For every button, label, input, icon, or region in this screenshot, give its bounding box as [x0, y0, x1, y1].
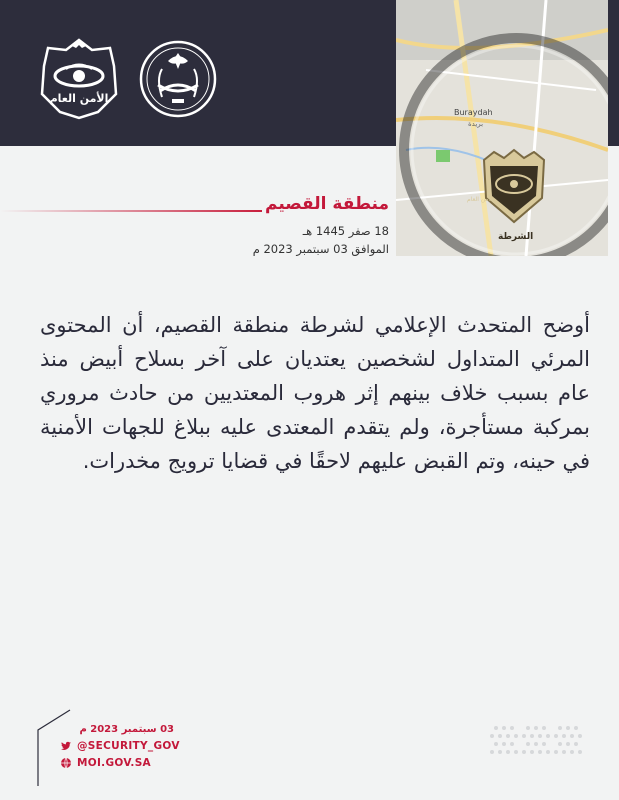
map-photo	[396, 0, 608, 256]
ministry-emblem-icon	[138, 39, 218, 119]
globe-icon	[60, 757, 72, 769]
public-security-logo-icon	[36, 36, 122, 122]
badge-text: الأمن العام	[49, 92, 109, 105]
map-city-label-arabic: بريدة	[468, 120, 484, 128]
twitter-handle[interactable]: @SECURITY_GOV	[77, 740, 180, 752]
police-badge-text: الشرطة	[498, 232, 534, 242]
website-link[interactable]: MOI.GOV.SA	[77, 757, 151, 769]
gregorian-date: الموافق 03 سبتمبر 2023 م	[252, 242, 389, 256]
police-badge-small-text: الأمن العام	[467, 196, 494, 203]
region-divider-line	[0, 210, 262, 212]
region-title: منطقة القصيم	[265, 194, 389, 214]
footer	[30, 708, 210, 788]
footer-contact	[60, 724, 210, 769]
map-city-label: Buraydah	[454, 108, 493, 117]
decorative-dots-pattern	[488, 722, 584, 760]
footer-twitter-row[interactable]	[60, 740, 210, 752]
map-background	[396, 0, 608, 256]
footer-website-row[interactable]	[60, 757, 210, 769]
header-logos	[36, 36, 218, 122]
footer-date: 03 سبتمبر 2023 م	[79, 724, 174, 735]
statement-text: أوضح المتحدث الإعلامي لشرطة منطقة القصيم، أن المحتوى المرئي المتداول لشخصين يعتديان على آخر بسلاح أبيض منذ عام بسبب خلاف بينهم إثر هروب المعتديين من حادث مروري بمركبة مستأجرة، ولم يتقدم المعتدى عليه ببلاغ للجهات الأمنية في حينه، وتم القبض عليهم لاحقًا في قضايا ترويج مخدرات.	[40, 313, 590, 473]
twitter-icon	[60, 740, 72, 752]
hijri-date: 18 صفر 1445 هـ	[302, 224, 389, 238]
